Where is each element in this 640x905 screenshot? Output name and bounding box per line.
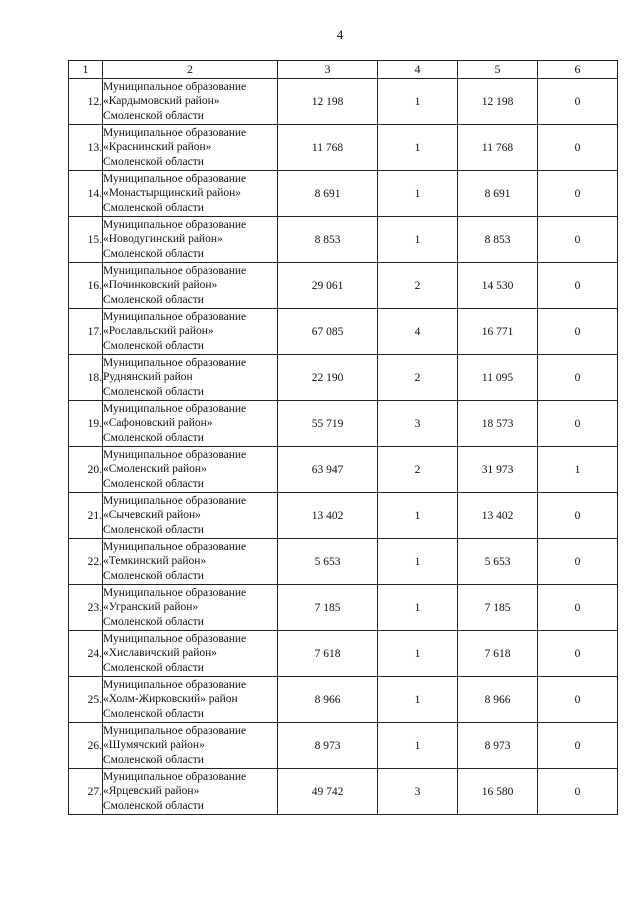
cell-col-3: 8 973 xyxy=(278,723,378,769)
table-row xyxy=(69,355,618,401)
municipality-name-line: Муниципальное образование xyxy=(103,586,247,599)
cell-col-6: 0 xyxy=(538,539,618,585)
row-number: 17. xyxy=(69,309,103,355)
cell-col-3: 8 691 xyxy=(278,171,378,217)
row-number: 20. xyxy=(69,447,103,493)
municipality-name-line: Муниципальное образование xyxy=(103,770,247,783)
table-row xyxy=(69,171,618,217)
cell-col-5: 16 771 xyxy=(458,309,538,355)
municipality-name xyxy=(103,263,278,309)
municipality-name-line: Муниципальное образование xyxy=(103,494,247,507)
table-body xyxy=(69,79,618,815)
municipality-name-line: Муниципальное образование xyxy=(103,724,247,737)
header-col-5: 5 xyxy=(458,61,538,79)
municipality-name xyxy=(103,171,278,217)
municipality-name-line: Смоленской области xyxy=(103,155,204,168)
cell-col-4: 1 xyxy=(378,79,458,125)
table-row xyxy=(69,401,618,447)
cell-col-6: 0 xyxy=(538,309,618,355)
row-number: 16. xyxy=(69,263,103,309)
cell-col-3: 8 853 xyxy=(278,217,378,263)
cell-col-3: 49 742 xyxy=(278,769,378,815)
cell-col-5: 8 691 xyxy=(458,171,538,217)
table-row xyxy=(69,585,618,631)
header-col-1: 1 xyxy=(69,61,103,79)
municipality-name-line: «Темкинский район» xyxy=(103,555,207,568)
municipality-name xyxy=(103,539,278,585)
municipality-name xyxy=(103,493,278,539)
municipality-name-line: Смоленской области xyxy=(103,109,204,122)
table-row xyxy=(69,79,618,125)
cell-col-4: 1 xyxy=(378,125,458,171)
header-col-4: 4 xyxy=(378,61,458,79)
cell-col-6: 1 xyxy=(538,447,618,493)
cell-col-4: 1 xyxy=(378,723,458,769)
cell-col-6: 0 xyxy=(538,585,618,631)
cell-col-5: 16 580 xyxy=(458,769,538,815)
municipality-name xyxy=(103,631,278,677)
row-number: 26. xyxy=(69,723,103,769)
cell-col-4: 1 xyxy=(378,677,458,723)
municipality-name xyxy=(103,309,278,355)
table-row xyxy=(69,631,618,677)
cell-col-5: 13 402 xyxy=(458,493,538,539)
municipality-name xyxy=(103,217,278,263)
cell-col-6: 0 xyxy=(538,217,618,263)
municipality-name-line: Смоленской области xyxy=(103,799,204,812)
municipality-name-line: Муниципальное образование xyxy=(103,264,247,277)
cell-col-4: 1 xyxy=(378,585,458,631)
municipality-name-line: «Кардымовский район» xyxy=(103,95,220,108)
municipality-name-line: Смоленской области xyxy=(103,569,204,582)
row-number: 13. xyxy=(69,125,103,171)
table-row xyxy=(69,723,618,769)
cell-col-3: 22 190 xyxy=(278,355,378,401)
municipality-name-line: Муниципальное образование xyxy=(103,678,247,691)
cell-col-4: 2 xyxy=(378,447,458,493)
cell-col-3: 8 966 xyxy=(278,677,378,723)
municipality-name xyxy=(103,677,278,723)
cell-col-3: 29 061 xyxy=(278,263,378,309)
row-number: 25. xyxy=(69,677,103,723)
data-table xyxy=(68,60,618,815)
row-number: 23. xyxy=(69,585,103,631)
municipality-name-line: Муниципальное образование xyxy=(103,632,247,645)
municipality-name-line: Смоленской области xyxy=(103,201,204,214)
municipality-name-line: Муниципальное образование xyxy=(103,356,247,369)
row-number: 15. xyxy=(69,217,103,263)
cell-col-6: 0 xyxy=(538,493,618,539)
municipality-name-line: «Угранский район» xyxy=(103,601,199,614)
row-number: 22. xyxy=(69,539,103,585)
cell-col-5: 7 185 xyxy=(458,585,538,631)
municipality-name-line: «Хиславичский район» xyxy=(103,647,218,660)
municipality-name xyxy=(103,585,278,631)
municipality-name-line: «Новодугинский район» xyxy=(103,233,223,246)
municipality-name-line: «Рославльский район» xyxy=(103,325,214,338)
header-col-6: 6 xyxy=(538,61,618,79)
municipality-name-line: Смоленской области xyxy=(103,431,204,444)
cell-col-5: 8 853 xyxy=(458,217,538,263)
municipality-name-line: Смоленской области xyxy=(103,615,204,628)
cell-col-4: 4 xyxy=(378,309,458,355)
municipality-name-line: Смоленской области xyxy=(103,661,204,674)
cell-col-5: 12 198 xyxy=(458,79,538,125)
municipality-name-line: Муниципальное образование xyxy=(103,540,247,553)
cell-col-4: 1 xyxy=(378,539,458,585)
table-row xyxy=(69,447,618,493)
cell-col-4: 1 xyxy=(378,631,458,677)
row-number: 19. xyxy=(69,401,103,447)
municipality-name-line: «Ярцевский район» xyxy=(103,785,200,798)
cell-col-3: 7 618 xyxy=(278,631,378,677)
municipality-name-line: Смоленской области xyxy=(103,247,204,260)
cell-col-5: 31 973 xyxy=(458,447,538,493)
cell-col-3: 67 085 xyxy=(278,309,378,355)
table-row xyxy=(69,677,618,723)
cell-col-6: 0 xyxy=(538,631,618,677)
municipality-name xyxy=(103,79,278,125)
municipality-name-line: Муниципальное образование xyxy=(103,402,247,415)
cell-col-4: 2 xyxy=(378,355,458,401)
municipality-name-line: Смоленской области xyxy=(103,753,204,766)
municipality-name xyxy=(103,769,278,815)
header-col-3: 3 xyxy=(278,61,378,79)
cell-col-3: 13 402 xyxy=(278,493,378,539)
cell-col-5: 11 095 xyxy=(458,355,538,401)
municipality-name xyxy=(103,125,278,171)
row-number: 24. xyxy=(69,631,103,677)
cell-col-6: 0 xyxy=(538,355,618,401)
municipality-name xyxy=(103,447,278,493)
cell-col-4: 1 xyxy=(378,217,458,263)
table-row xyxy=(69,769,618,815)
municipality-name-line: «Краснинский район» xyxy=(103,141,212,154)
cell-col-6: 0 xyxy=(538,401,618,447)
table-row xyxy=(69,493,618,539)
cell-col-3: 63 947 xyxy=(278,447,378,493)
cell-col-5: 11 768 xyxy=(458,125,538,171)
page-number: 4 xyxy=(336,27,344,42)
table-row xyxy=(69,125,618,171)
municipality-name-line: «Шумячский район» xyxy=(103,739,205,752)
municipality-name-line: Смоленской области xyxy=(103,385,204,398)
header-col-2: 2 xyxy=(103,61,278,79)
municipality-name xyxy=(103,355,278,401)
municipality-name-line: Руднянский район xyxy=(103,371,193,384)
row-number: 12. xyxy=(69,79,103,125)
table-row xyxy=(69,217,618,263)
municipality-name-line: «Монастырщинский район» xyxy=(103,187,242,200)
cell-col-4: 1 xyxy=(378,171,458,217)
municipality-name-line: Смоленской области xyxy=(103,293,204,306)
cell-col-5: 5 653 xyxy=(458,539,538,585)
cell-col-5: 7 618 xyxy=(458,631,538,677)
municipality-name-line: «Починковский район» xyxy=(103,279,218,292)
municipality-name-line: Муниципальное образование xyxy=(103,448,247,461)
cell-col-3: 11 768 xyxy=(278,125,378,171)
municipality-name-line: Муниципальное образование xyxy=(103,310,247,323)
municipality-name-line: Смоленской области xyxy=(103,707,204,720)
cell-col-6: 0 xyxy=(538,677,618,723)
municipality-name-line: «Сафоновский район» xyxy=(103,417,213,430)
municipality-name-line: Муниципальное образование xyxy=(103,172,247,185)
cell-col-3: 5 653 xyxy=(278,539,378,585)
cell-col-6: 0 xyxy=(538,769,618,815)
cell-col-4: 3 xyxy=(378,401,458,447)
row-number: 14. xyxy=(69,171,103,217)
municipality-name-line: «Холм-Жирковский» район xyxy=(103,693,238,706)
cell-col-4: 1 xyxy=(378,493,458,539)
cell-col-3: 12 198 xyxy=(278,79,378,125)
municipality-name-line: Смоленской области xyxy=(103,339,204,352)
municipality-name xyxy=(103,401,278,447)
cell-col-5: 8 966 xyxy=(458,677,538,723)
row-number: 21. xyxy=(69,493,103,539)
municipality-name-line: Муниципальное образование xyxy=(103,80,247,93)
table-row xyxy=(69,263,618,309)
municipality-name-line: «Сычевский район» xyxy=(103,509,201,522)
cell-col-4: 3 xyxy=(378,769,458,815)
table-row xyxy=(69,309,618,355)
municipality-name-line: Муниципальное образование xyxy=(103,126,247,139)
cell-col-5: 18 573 xyxy=(458,401,538,447)
cell-col-5: 14 530 xyxy=(458,263,538,309)
row-number: 27. xyxy=(69,769,103,815)
municipality-name xyxy=(103,723,278,769)
municipality-name-line: Смоленской области xyxy=(103,523,204,536)
row-number: 18. xyxy=(69,355,103,401)
cell-col-6: 0 xyxy=(538,171,618,217)
municipality-name-line: Муниципальное образование xyxy=(103,218,247,231)
municipality-name-line: Смоленской области xyxy=(103,477,204,490)
table-row xyxy=(69,539,618,585)
cell-col-5: 8 973 xyxy=(458,723,538,769)
cell-col-3: 55 719 xyxy=(278,401,378,447)
municipality-name-line: «Смоленский район» xyxy=(103,463,207,476)
cell-col-6: 0 xyxy=(538,263,618,309)
cell-col-6: 0 xyxy=(538,79,618,125)
cell-col-4: 2 xyxy=(378,263,458,309)
cell-col-3: 7 185 xyxy=(278,585,378,631)
cell-col-6: 0 xyxy=(538,125,618,171)
cell-col-6: 0 xyxy=(538,723,618,769)
header-row xyxy=(69,61,618,79)
